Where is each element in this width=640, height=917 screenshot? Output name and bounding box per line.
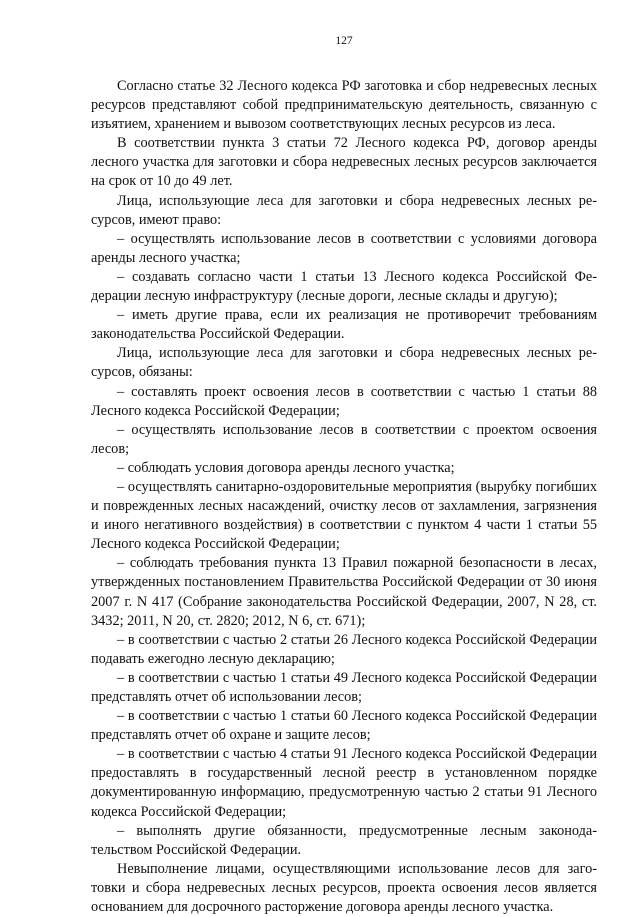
list-item-obligation: – в соответствии с частью 1 статьи 60 Лесного кодекса Российской Федерации представлять отчет об охране и защите лесов; [91,708,597,744]
list-item-obligation: – в соответствии с частью 4 статьи 91 Лесного кодекса Российской Федерации предоставлять в государственный лесной реестр в установленном порядке документированную информацию, предусмотренную частью 2 статьи 91 Лесного кодекса Российской Федерации; [91,746,597,820]
list-item-obligation: – выполнять другие обязанности, предусмотренные лесным законодательством Российской Федерации. [91,822,597,858]
list-item-right: – создавать согласно части 1 статьи 13 Лесного кодекса Российской Федерации лесную инфраструктуру (лесные дороги, лесные склады и другую); [91,268,597,305]
list-item-obligation: – осуществлять использование лесов в соответствии с проектом освоения лесов; [91,421,597,457]
paragraph-obligations-intro: Лица, использующие леса для заготовки и сбора недревесных лесных ресурсов, обязаны: [91,345,597,381]
list-item-right: – иметь другие права, если их реализация не противоречит требованиям законодательства Российской Федерации. [91,307,597,343]
body-text [91,77,597,917]
list-item-obligation: – составлять проект освоения лесов в соответствии с частью 1 статьи 88 Лесного кодекса Российской Федерации; [91,383,597,419]
paragraph-article-72: В соответствии пункта 3 статьи 72 Лесного кодекса РФ, договор аренды лесного участка для заготовки и сбора недревесных лесных ресурсов заключается на срок от 10 до 49 лет. [91,135,597,190]
page-number: 127 [335,35,353,47]
list-item-obligation: – соблюдать требования пункта 13 Правил пожарной безопасности в лесах, утвержденных постановлением Правительства Российской Федерации от 30 июня 2007 г. N 417 (Собрание законодательства Российской Федерации, 2007, N 28, ст. 3432; 2011, N 20, ст. 2820; 2012, N 6, ст. 671); [91,555,597,629]
list-item-obligation: – в соответствии с частью 1 статьи 49 Лесного кодекса Российской Федерации представлять отчет об использовании лесов; [91,669,597,705]
paragraph-rights-intro: Лица, использующие леса для заготовки и сбора недревесных лесных ресурсов, имеют право: [91,192,597,228]
paragraph-termination: Невыполнение лицами, осуществляющими использование лесов для заготовки и сбора недревесных лесных ресурсов, проекта освоения лесов является основанием для досрочного расторжение договора аренды лесного участка. [91,860,597,916]
list-item-obligation: – соблюдать условия договора аренды лесного участка; [117,459,455,476]
list-item-right: – осуществлять использование лесов в соответствии с условиями договора аренды лесного участка; [91,230,597,266]
list-item-obligation: – осуществлять санитарно-оздоровительные мероприятия (вырубку погибших и поврежденных лесных насаждений, очистку лесов от захламления, загрязнения и иного негативного воздействия) в соответствии с пунктом 4 части 1 статьи 55 Лесного кодекса Российской Федерации; [91,478,597,553]
paragraph-article-32: Согласно статье 32 Лесного кодекса РФ заготовка и сбор недревесных лесных ресурсов представляют собой предпринимательскую деятельность, связанную с изъятием, хранением и вывозом соответствующих лесных ресурсов из леса. [91,78,597,133]
list-item-obligation: – в соответствии с частью 2 статьи 26 Лесного кодекса Российской Федерации подавать ежегодно лесную декларацию; [91,631,597,667]
